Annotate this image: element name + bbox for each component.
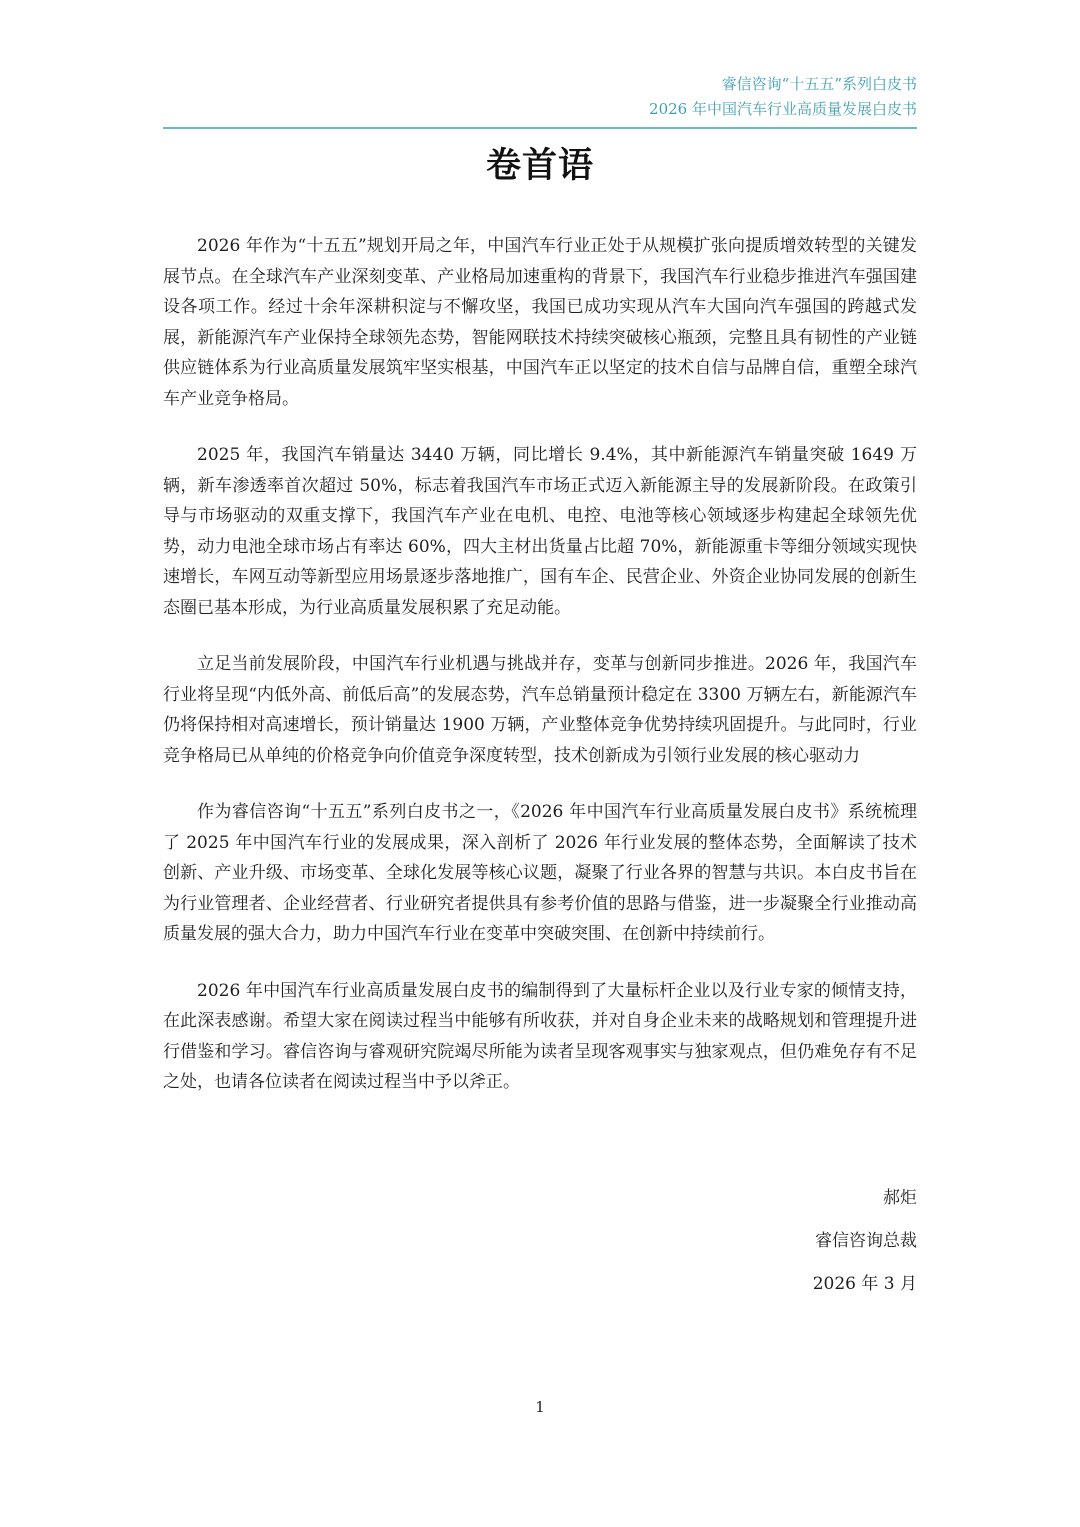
paragraph-3: 立足当前发展阶段，中国汽车行业机遇与挑战并存，变革与创新同步推进。2026 年，我国汽车行业将呈现“内低外高、前低后高”的发展态势，汽车总销量预计稳定在 3300 万辆左右，新能源汽车仍将保持相对高速增长，预计销量达 1900 万辆，产业整体竞争优势持续巩固提升。与此同时，行业竞争格局已从单纯的价格竞争向价值竞争深度转型，技术创新成为引领行业发展的核心驱动力 bbox=[163, 654, 917, 766]
header-book-title: 2026 年中国汽车行业高质量发展白皮书 bbox=[649, 100, 917, 118]
page-title: 卷首语 bbox=[485, 146, 594, 186]
paragraph-4: 作为睿信咨询“十五五”系列白皮书之一，《2026 年中国汽车行业高质量发展白皮书》系统梳理了 2025 年中国汽车行业的发展成果，深入剖析了 2026 年行业发展的整体态势，全面解读了技术创新、产业升级、市场变革、全球化发展等核心议题，凝聚了行业各界的智慧与共识。本白皮书旨在为行业管理者、企业经营者、行业研究者提供具有参考价值的思路与借鉴，进一步凝聚全行业推动高质量发展的强大合力，助力中国汽车行业在变革中突破突围、在创新中持续前行。 bbox=[163, 802, 917, 944]
page-header bbox=[163, 72, 917, 122]
paragraph-2: 2025 年，我国汽车销量达 3440 万辆，同比增长 9.4%，其中新能源汽车销量突破 1649 万辆，新车渗透率首次超过 50%，标志着我国汽车市场正式迈入新能源主导的发展新阶段。在政策引导与市场驱动的双重支撑下，我国汽车产业在电机、电控、电池等核心领域逐步构建起全球领先优势，动力电池全球市场占有率达 60%，四大主材出货量占比超 70%，新能源重卡等细分领域实现快速增长，车网互动等新型应用场景逐步落地推广，国有车企、民营企业、外资企业协同发展的创新生态圈已基本形成，为行业高质量发展积累了充足动能。 bbox=[163, 445, 917, 618]
paragraph-5: 2026 年中国汽车行业高质量发展白皮书的编制得到了大量标杆企业以及行业专家的倾情支持，在此深表感谢。希望大家在阅读过程当中能够有所收获，并对自身企业未来的战略规划和管理提升进行借鉴和学习。睿信咨询与睿观研究院竭尽所能为读者呈现客观事实与独家观点，但仍难免存有不足之处，也请各位读者在阅读过程当中予以斧正。 bbox=[163, 980, 917, 1092]
header-series-title: 睿信咨询“十五五”系列白皮书 bbox=[721, 75, 917, 93]
page-number: 1 bbox=[535, 1398, 545, 1416]
signature-block bbox=[163, 1183, 917, 1312]
header-divider bbox=[163, 127, 917, 129]
signature-name: 郝炬 bbox=[883, 1188, 917, 1208]
document-body bbox=[163, 231, 917, 1124]
signature-role: 睿信咨询总裁 bbox=[815, 1231, 917, 1251]
paragraph-1: 2026 年作为“十五五”规划开局之年，中国汽车行业正处于从规模扩张向提质增效转型的关键发展节点。在全球汽车产业深刻变革、产业格局加速重构的背景下，我国汽车行业稳步推进汽车强国建设各项工作。经过十余年深耕积淀与不懈攻坚，我国已成功实现从汽车大国向汽车强国的跨越式发展，新能源汽车产业保持全球领先态势，智能网联技术持续突破核心瓶颈，完整且具有韧性的产业链供应链体系为行业高质量发展筑牢坚实根基，中国汽车正以坚定的技术自信与品牌自信，重塑全球汽车产业竞争格局。 bbox=[163, 236, 917, 409]
signature-date: 2026 年 3 月 bbox=[812, 1274, 917, 1294]
